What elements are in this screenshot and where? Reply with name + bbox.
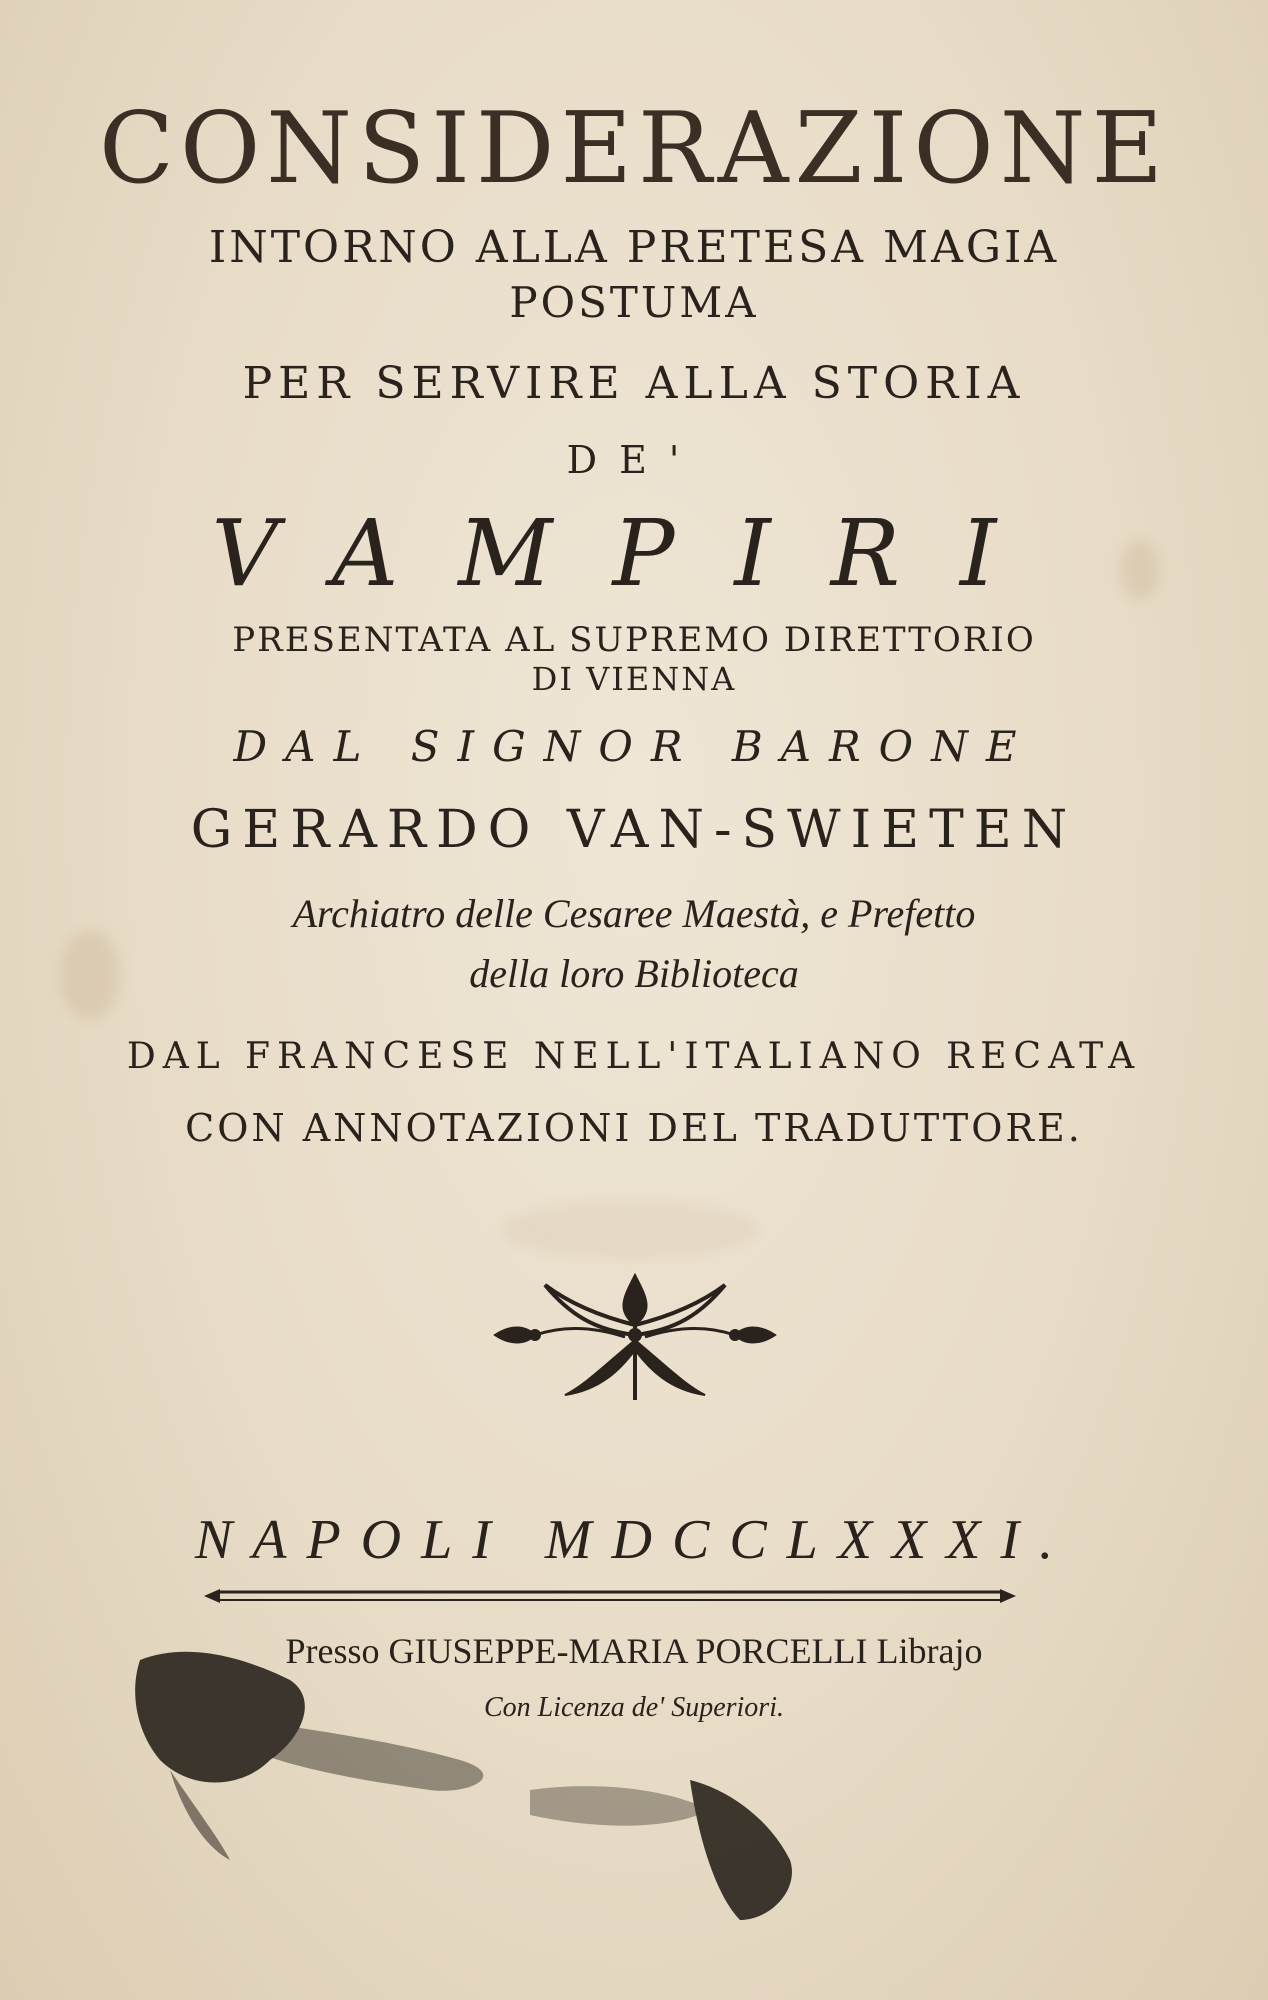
vampiri-heading: VAMPIRI	[211, 500, 1057, 607]
presented-line-2: DI VIENNA	[531, 660, 737, 698]
printer-ornament-icon	[475, 1255, 795, 1415]
dal-signor-line: DAL SIGNOR BARONE	[233, 722, 1035, 771]
subtitle-line-1: INTORNO ALLA PRETESA MAGIA	[208, 222, 1060, 273]
presented-line-1: PRESENTATA AL SUPREMO DIRETTORIO	[232, 620, 1036, 660]
de-line: DE'	[566, 438, 702, 482]
author-title-line-2: della loro Biblioteca	[469, 951, 799, 996]
license-line: Con Licenza de' Superiori.	[484, 1692, 784, 1723]
paper-stain	[500, 1200, 760, 1260]
double-rule-divider	[200, 1585, 1020, 1609]
place-and-date: NAPOLI MDCCLXXXI.	[194, 1509, 1074, 1571]
purpose-line: PER SERVIRE ALLA STORIA	[242, 358, 1026, 409]
author-title-line-1: Archiatro delle Cesaree Maestà, e Prefetto	[292, 891, 976, 936]
book-title: CONSIDERAZIONE	[98, 92, 1170, 206]
translation-line: DAL FRANCESE NELL'ITALIANO RECATA	[126, 1036, 1142, 1077]
annotations-line: CON ANNOTAZIONI DEL TRADUTTORE.	[185, 1106, 1083, 1150]
imprint-line: Presso GIUSEPPE-MARIA PORCELLI Librajo	[285, 1631, 983, 1671]
subtitle-line-2: POSTUMA	[509, 278, 759, 327]
author-name: GERARDO VAN-SWIETEN	[190, 800, 1078, 860]
